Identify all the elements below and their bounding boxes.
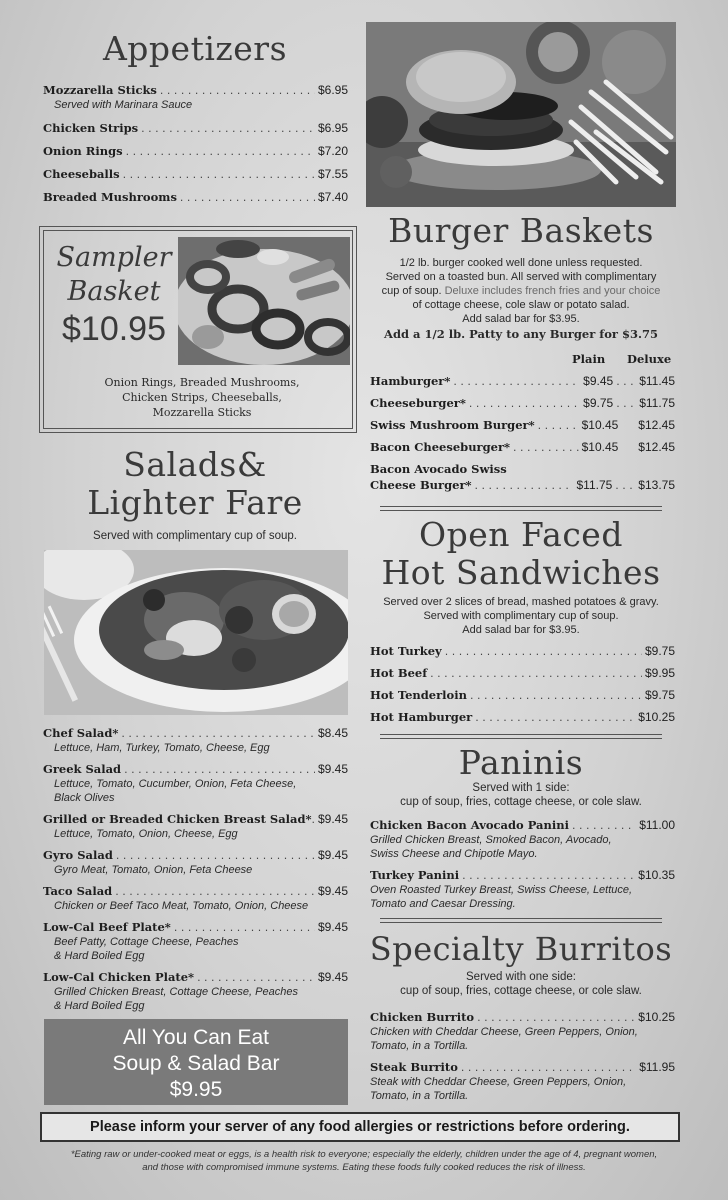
item-price: $6.95 [317, 83, 348, 97]
burger-baskets-heading: Burger Baskets [388, 211, 654, 250]
menu-item [43, 83, 348, 98]
soup-bar-price: $9.95 [169, 1078, 223, 1101]
item-price: $8.45 [317, 726, 348, 740]
item-price-deluxe: $11.75 [639, 396, 675, 410]
item-name: Cheeseballs [43, 167, 120, 181]
menu-item [43, 848, 348, 863]
item-price: $9.75 [644, 688, 675, 702]
item-description: Steak with Cheddar Cheese, Green Peppers, Onion, [370, 1076, 627, 1088]
item-description: Swiss Cheese and Chipotle Mayo. [370, 848, 538, 860]
item-name: Bacon Cheeseburger* [370, 440, 511, 454]
menu-item [43, 762, 348, 777]
plain-column-header: Plain [572, 352, 606, 366]
item-name: Low-Cal Chicken Plate* [43, 970, 195, 984]
sampler-photo [178, 237, 350, 365]
item-name: Chicken Bacon Avocado Panini [370, 818, 569, 832]
sampler-desc: Onion Rings, Breaded Mushrooms, [104, 376, 300, 389]
item-description: Lettuce, Tomato, Cucumber, Onion, Feta Cheese, [54, 778, 297, 790]
soup-bar-line1: All You Can Eat [123, 1026, 269, 1049]
item-price-deluxe: $13.75 [638, 478, 675, 492]
menu-item [370, 374, 675, 389]
burger-note-deluxe: Deluxe includes french fries and your choice [444, 285, 661, 297]
open-faced-note: Served with complimentary cup of soup. [423, 610, 619, 622]
menu-item [370, 688, 675, 703]
item-price-deluxe: $12.45 [638, 418, 675, 432]
item-price: $7.40 [317, 190, 348, 204]
item-description: Black Olives [54, 792, 115, 804]
salads-heading-line1: Salads& [123, 445, 267, 484]
salads-heading-line2: Lighter Fare [87, 483, 303, 522]
menu-item [370, 396, 675, 411]
burger-note: of cottage cheese, cole slaw or potato salad. [412, 299, 630, 311]
item-description: Beef Patty, Cottage Cheese, Peaches [54, 936, 239, 948]
item-description: Lettuce, Tomato, Onion, Cheese, Egg [54, 828, 238, 840]
burger-image [366, 22, 676, 207]
menu-item [370, 818, 675, 833]
open-faced-note: Add salad bar for $3.95. [462, 624, 580, 636]
soup-bar-line2: Soup & Salad Bar [112, 1052, 280, 1075]
item-price: $7.55 [317, 167, 348, 181]
item-price: $9.45 [317, 848, 348, 862]
item-name: Turkey Panini [370, 868, 460, 882]
section-divider [380, 918, 662, 923]
paninis-note: cup of soup, fries, cottage cheese, or cole slaw. [400, 796, 642, 808]
menu-item [370, 440, 675, 455]
salads-subtitle: Served with complimentary cup of soup. [93, 530, 297, 542]
menu-item [43, 190, 348, 205]
open-faced-note: Served over 2 slices of bread, mashed potatoes & gravy. [383, 596, 659, 608]
item-name: Cheeseburger* [370, 396, 466, 410]
sampler-basket-box [39, 226, 357, 433]
item-description: Chicken or Beef Taco Meat, Tomato, Onion, Cheese [54, 900, 309, 912]
item-name: Low-Cal Beef Plate* [43, 920, 171, 934]
item-description: Lettuce, Ham, Turkey, Tomato, Cheese, Egg [54, 742, 270, 754]
menu-item [370, 418, 675, 433]
menu-item [43, 920, 348, 935]
section-divider [380, 734, 662, 739]
item-description: Served with Marinara Sauce [54, 99, 193, 111]
item-price: $9.45 [317, 762, 348, 776]
burger-note: Served on a toasted bun. All served with complimentary [385, 271, 657, 283]
item-price-plain: $9.45 [583, 374, 614, 388]
deluxe-column-header: Deluxe [627, 352, 672, 366]
item-description: Grilled Chicken Breast, Smoked Bacon, Avocado, [370, 834, 612, 846]
item-price: $9.45 [317, 970, 348, 984]
item-price: $9.45 [317, 812, 348, 826]
burritos-heading: Specialty Burritos [369, 930, 673, 968]
menu-item [370, 1060, 675, 1075]
item-name: Taco Salad [43, 884, 113, 898]
item-name: Mozzarella Sticks [43, 83, 157, 97]
salad-image [44, 550, 348, 715]
item-name: Hot Beef [370, 666, 428, 680]
salads-list [43, 726, 348, 1013]
menu-item [43, 726, 348, 741]
sampler-title-line1: Sampler [56, 242, 172, 273]
menu-item [43, 121, 348, 136]
item-price: $11.00 [639, 818, 675, 832]
sampler-desc: Chicken Strips, Cheeseballs, [122, 391, 282, 404]
open-faced-list [370, 644, 675, 725]
sampler-price: $10.95 [62, 310, 166, 348]
health-disclaimer: *Eating raw or under-cooked meat or eggs, is a health risk to everyone; especially the elderly, children under the age of 4, pregnant women, [70, 1149, 658, 1160]
paninis-note: Served with 1 side: [472, 782, 570, 794]
item-name: Greek Salad [43, 762, 122, 776]
item-price: $9.95 [644, 666, 675, 680]
item-name: Hot Tenderloin [370, 688, 467, 702]
menu-item [370, 666, 675, 681]
item-name: Breaded Mushrooms [43, 190, 177, 204]
item-description: & Hard Boiled Egg [54, 1000, 145, 1012]
paninis-heading: Paninis [458, 743, 584, 782]
burritos-note: cup of soup, fries, cottage cheese, or cole slaw. [400, 985, 642, 997]
burgers-list [370, 374, 675, 493]
item-description: Gyro Meat, Tomato, Onion, Feta Cheese [54, 864, 253, 876]
item-name: Bacon Avocado Swiss [370, 462, 507, 476]
item-price-plain: $11.75 [576, 478, 613, 492]
item-name: Swiss Mushroom Burger* [370, 418, 535, 432]
burger-note: Add salad bar for $3.95. [462, 313, 580, 325]
menu-item [43, 970, 348, 985]
burger-photo [366, 22, 676, 207]
item-price-plain: $9.75 [583, 396, 614, 410]
item-name: Chicken Burrito [370, 1010, 475, 1024]
menu-item [43, 884, 348, 899]
item-price: $9.45 [317, 884, 348, 898]
section-divider [380, 506, 662, 511]
item-price: $10.25 [638, 1010, 675, 1024]
item-name: Steak Burrito [370, 1060, 458, 1074]
health-disclaimer: and those with compromised immune systems. Eating these foods fully cooked reduces the risk of illness. [142, 1162, 586, 1173]
open-faced-heading [366, 516, 676, 592]
menu-item [370, 478, 675, 493]
item-name: Onion Rings [43, 144, 123, 158]
appetizers-heading: Appetizers [102, 29, 288, 68]
menu-item [43, 167, 348, 182]
item-price: $9.75 [644, 644, 675, 658]
item-price: $11.95 [639, 1060, 675, 1074]
burger-price-headers [370, 352, 675, 368]
item-description: Chicken with Cheddar Cheese, Green Peppers, Onion, [370, 1026, 638, 1038]
burger-note: 1/2 lb. burger cooked well done unless requested. [399, 257, 643, 269]
item-name: Hamburger* [370, 374, 451, 388]
menu-item [370, 1010, 675, 1025]
item-name: Grilled or Breaded Chicken Breast Salad* [43, 812, 312, 826]
item-name: Hot Turkey [370, 644, 442, 658]
menu-item [370, 710, 675, 725]
item-price: $10.25 [638, 710, 675, 724]
menu-item [43, 812, 348, 827]
item-price-deluxe: $11.45 [639, 374, 675, 388]
item-price: $7.20 [317, 144, 348, 158]
item-description: Oven Roasted Turkey Breast, Swiss Cheese, Lettuce, [370, 884, 633, 896]
onion-rings-photo [178, 237, 350, 365]
item-price: $9.45 [317, 920, 348, 934]
item-price: $6.95 [317, 121, 348, 135]
menu-item [370, 868, 675, 883]
item-description: Tomato, in a Tortilla. [370, 1090, 469, 1102]
burritos-note: Served with one side: [466, 971, 576, 983]
burritos-list [370, 1010, 675, 1103]
item-description: Tomato and Caesar Dressing. [370, 898, 516, 910]
menu-item-name-line [370, 462, 675, 477]
item-description: Grilled Chicken Breast, Cottage Cheese, Peaches [54, 986, 298, 998]
item-price-deluxe: $12.45 [638, 440, 675, 454]
item-price-plain: $10.45 [581, 418, 619, 432]
soup-salad-bar-banner [44, 1019, 348, 1105]
salad-photo [44, 550, 348, 715]
menu-item [370, 644, 675, 659]
appetizers-list [43, 83, 348, 205]
sampler-desc: Mozzarella Sticks [152, 406, 252, 419]
item-name: Chicken Strips [43, 121, 139, 135]
item-name: Gyro Salad [43, 848, 113, 862]
paninis-list [370, 818, 675, 911]
salads-heading [40, 446, 350, 522]
item-description: Tomato, in a Tortilla. [370, 1040, 469, 1052]
item-price: $10.35 [638, 868, 675, 882]
burger-note [366, 284, 676, 298]
item-name: Cheese Burger* [370, 478, 472, 492]
menu-item [43, 144, 348, 159]
item-name: Hot Hamburger [370, 710, 473, 724]
open-faced-heading-line2: Hot Sandwiches [381, 553, 661, 592]
item-price-plain: $10.45 [581, 440, 619, 454]
allergy-notice-box: Please inform your server of any food allergies or restrictions before ordering. [40, 1112, 680, 1142]
item-description: & Hard Boiled Egg [54, 950, 145, 962]
open-faced-heading-line1: Open Faced [419, 515, 623, 554]
sampler-title-line2: Basket [67, 276, 161, 307]
burger-note-part: cup of soup. [381, 285, 445, 297]
burger-add-patty: Add a 1/2 lb. Patty to any Burger for $3.75 [384, 327, 658, 341]
item-name: Chef Salad* [43, 726, 119, 740]
